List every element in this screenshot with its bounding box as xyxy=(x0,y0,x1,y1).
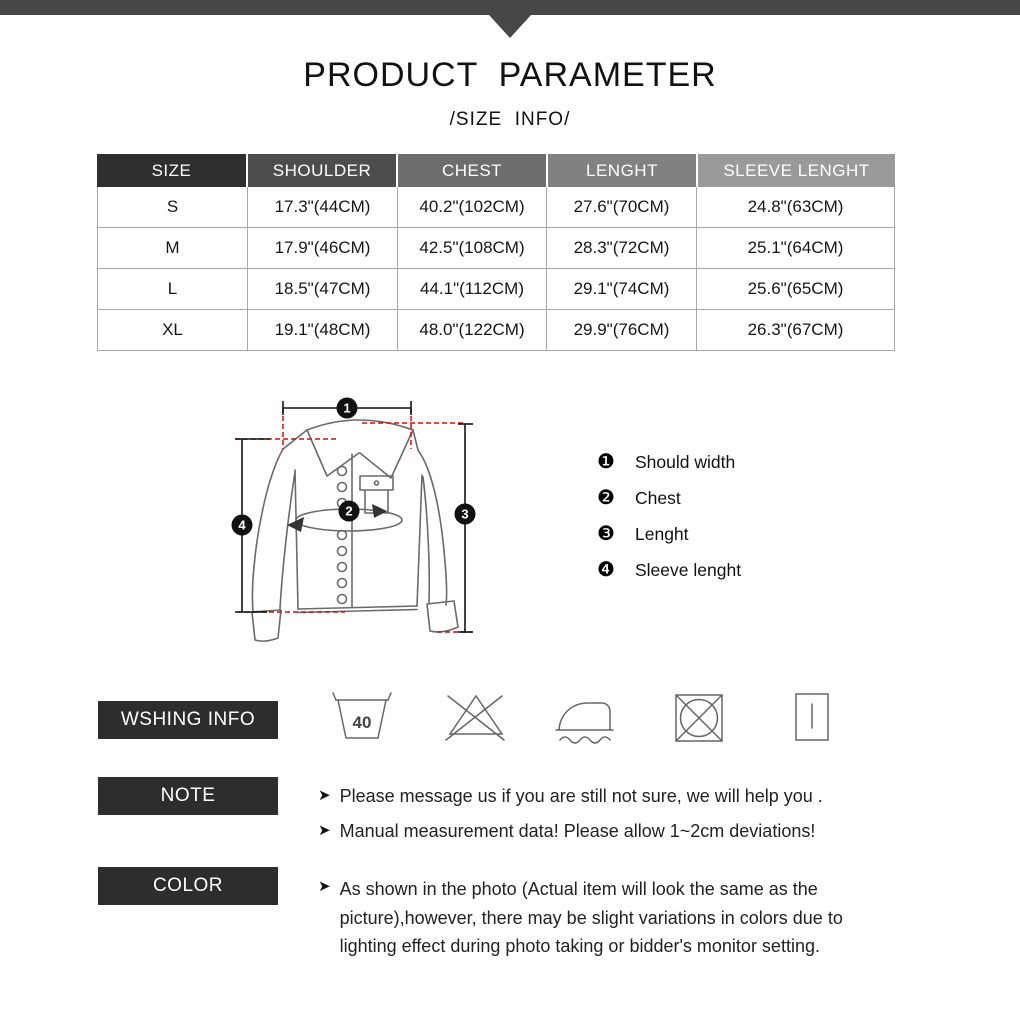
down-triangle-icon xyxy=(489,15,531,38)
legend-item xyxy=(597,444,741,480)
note-label: NOTE xyxy=(98,777,278,815)
legend-label: Chest xyxy=(635,487,681,508)
marker-2: 2 xyxy=(345,503,353,519)
color-block xyxy=(318,875,902,961)
top-bar xyxy=(0,0,1020,15)
table-row xyxy=(98,269,894,310)
table-cell: 17.9"(46CM) xyxy=(248,228,398,268)
shirt-measurement-diagram xyxy=(225,392,525,650)
iron-icon xyxy=(556,703,613,743)
buttons xyxy=(338,467,347,604)
column-header: LENGHT xyxy=(548,154,698,187)
do-not-tumble-dry-icon xyxy=(676,695,722,741)
note-list xyxy=(318,784,823,854)
page-title: PRODUCT PARAMETER xyxy=(303,56,717,94)
shirt-outline xyxy=(252,420,458,641)
table-row xyxy=(98,187,894,228)
do-not-bleach-icon xyxy=(446,696,504,740)
table-cell: M xyxy=(98,228,248,268)
washing-info-label: WSHING INFO xyxy=(98,701,278,739)
table-cell: L xyxy=(98,269,248,309)
table-cell: 44.1"(112CM) xyxy=(398,269,547,309)
table-cell: 17.3"(44CM) xyxy=(248,187,398,227)
table-cell: 25.6"(65CM) xyxy=(747,279,844,298)
legend-item xyxy=(597,552,741,588)
legend-number-icon: ❷ xyxy=(597,487,615,509)
note-item xyxy=(318,819,823,843)
size-table xyxy=(97,154,895,351)
column-header: SLEEVE LENGHT xyxy=(698,154,895,187)
table-row xyxy=(98,310,894,350)
color-label: COLOR xyxy=(98,867,278,905)
note-item xyxy=(318,784,823,808)
legend-label: Lenght xyxy=(635,523,689,544)
table-cell: 28.3"(72CM) xyxy=(547,228,697,268)
table-cell: 25.1"(64CM) xyxy=(747,238,844,257)
marker-4: 4 xyxy=(238,517,246,533)
legend-item xyxy=(597,480,741,516)
table-row xyxy=(98,228,894,269)
table-cell: 24.8"(63CM) xyxy=(747,197,844,216)
table-cell: 48.0"(122CM) xyxy=(398,310,547,350)
table-cell: XL xyxy=(98,310,248,350)
legend-item xyxy=(597,516,741,552)
table-cell: 40.2"(102CM) xyxy=(398,187,547,227)
arrow-bullet-icon: ➤ xyxy=(318,822,331,839)
legend-number-icon: ❹ xyxy=(597,559,615,581)
marker-1: 1 xyxy=(343,400,351,416)
drip-dry-icon xyxy=(796,694,828,740)
arrow-bullet-icon: ➤ xyxy=(318,878,331,895)
column-header: SHOULDER xyxy=(248,154,398,187)
girth-arrowheads xyxy=(287,504,387,532)
table-cell: 18.5"(47CM) xyxy=(248,269,398,309)
column-header: CHEST xyxy=(398,154,548,187)
table-cell: 29.1"(74CM) xyxy=(547,269,697,309)
size-table-header xyxy=(97,154,895,187)
color-text: As shown in the photo (Actual item will look the same as the picture),however, there may be slight variations in colors due to lighting effect during photo taking or bidder's monitor setting. xyxy=(339,879,843,956)
marker-3: 3 xyxy=(461,506,469,522)
table-cell: 26.3"(67CM) xyxy=(747,320,844,339)
note-text: Manual measurement data! Please allow 1~2cm deviations! xyxy=(339,821,816,841)
note-text: Please message us if you are still not sure, we will help you . xyxy=(339,786,823,806)
table-cell: 27.6"(70CM) xyxy=(547,187,697,227)
legend-label: Sleeve lenght xyxy=(635,559,742,580)
wash-temp-value: 40 xyxy=(352,713,372,732)
table-cell: 19.1"(48CM) xyxy=(248,310,398,350)
washing-icons xyxy=(330,690,840,748)
table-cell: S xyxy=(98,187,248,227)
page-subtitle: /SIZE INFO/ xyxy=(449,109,571,130)
legend-number-icon: ❸ xyxy=(597,523,615,545)
table-cell: 42.5"(108CM) xyxy=(398,228,547,268)
legend-number-icon: ❶ xyxy=(597,451,615,473)
column-header: SIZE xyxy=(97,154,248,187)
arrow-bullet-icon: ➤ xyxy=(318,787,331,804)
legend-label: Should width xyxy=(635,451,736,472)
diagram-legend xyxy=(597,444,741,588)
table-cell: 29.9"(76CM) xyxy=(547,310,697,350)
size-table-body xyxy=(97,187,895,351)
